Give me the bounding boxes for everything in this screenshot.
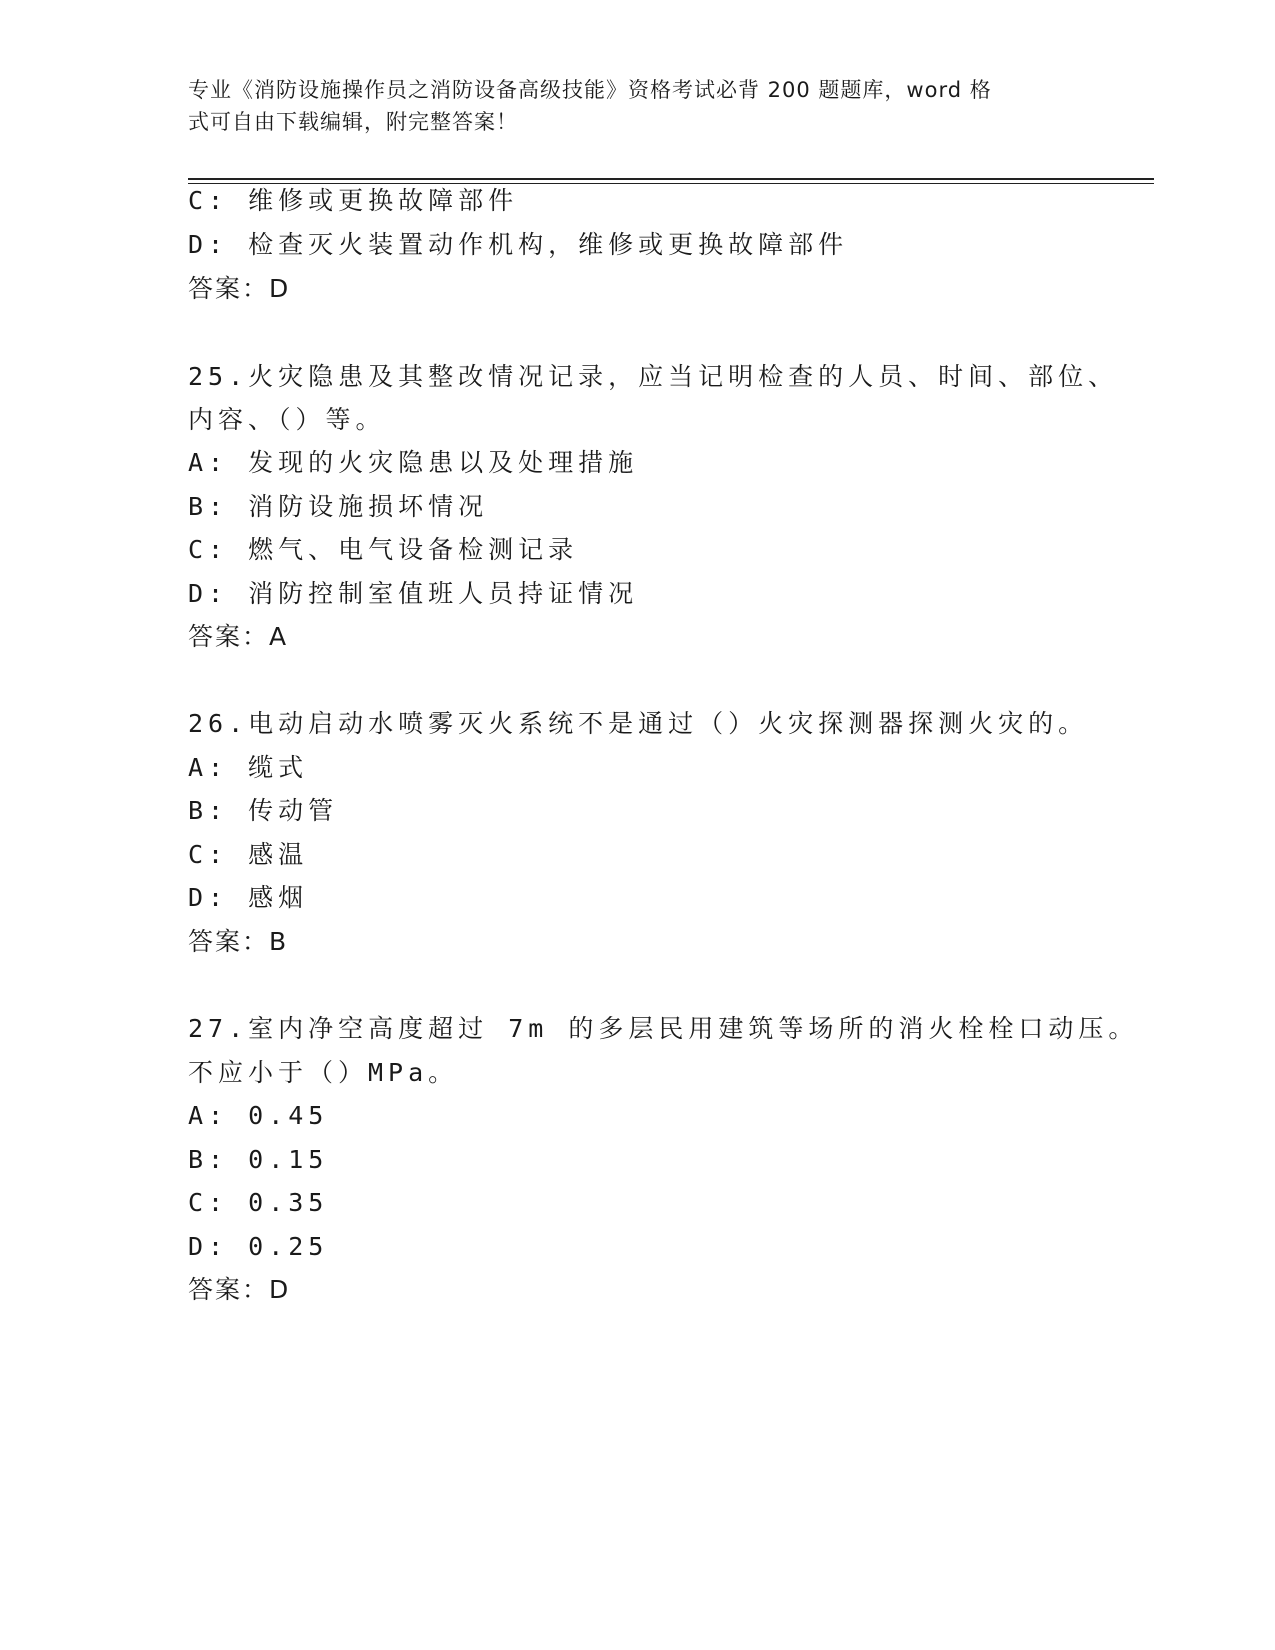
question-26-option-b: B: 传动管 [188,796,339,825]
question-26-option-d: D: 感烟 [188,883,309,912]
question-25-option-b: B: 消防设施损坏情况 [188,492,489,521]
question-25-option-d: D: 消防控制室值班人员持证情况 [188,579,639,608]
prev-option-d: D: 检查灭火装置动作机构，维修或更换故障部件 [188,230,849,259]
question-26-option-c: C: 感温 [188,840,309,869]
question-27-option-a: A: 0.45 [188,1101,329,1130]
question-25-option-c: C: 燃气、电气设备检测记录 [188,535,579,564]
question-26-option-a: A: 缆式 [188,753,309,782]
header-rule-thin [188,183,1154,184]
question-26-answer: 答案：B [188,927,289,956]
question-25-stem-line-2: 内容、（）等。 [188,405,386,434]
question-25-option-a: A: 发现的火灾隐患以及处理措施 [188,448,639,477]
header-line-2: 式可自由下载编辑，附完整答案！ [188,110,518,134]
question-25-answer: 答案：A [188,622,289,651]
header-line-1: 专业《消防设施操作员之消防设备高级技能》资格考试必背 200 题题库，word 格 [188,78,992,102]
prev-answer: 答案：D [188,274,291,303]
question-27-answer: 答案：D [188,1275,291,1304]
prev-option-c: C: 维修或更换故障部件 [188,186,519,215]
question-27-stem-line-2: 不应小于（）MPa。 [188,1058,459,1087]
question-27-stem-line-1: 27.室内净空高度超过 7m 的多层民用建筑等场所的消火栓栓口动压。 [188,1014,1139,1043]
question-27-option-d: D: 0.25 [188,1232,329,1261]
header-rule-thick [188,178,1154,180]
question-27-option-b: B: 0.15 [188,1145,329,1174]
question-27-option-c: C: 0.35 [188,1188,329,1217]
document-header [188,74,1068,138]
question-26-stem-line-1: 26.电动启动水喷雾灭火系统不是通过（）火灾探测器探测火灾的。 [188,709,1089,738]
question-25-stem-line-1: 25.火灾隐患及其整改情况记录，应当记明检查的人员、时间、部位、 [188,362,1119,391]
